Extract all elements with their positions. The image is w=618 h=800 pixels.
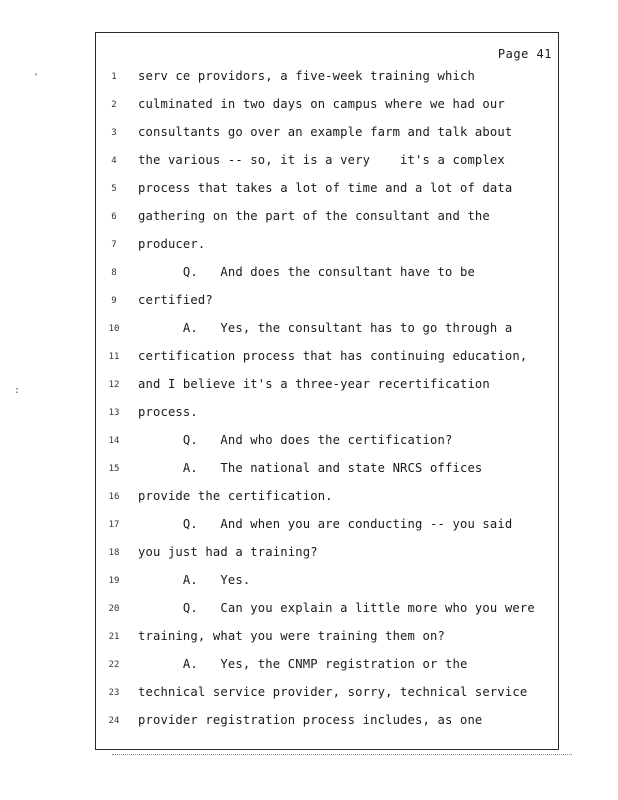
transcript-line xyxy=(96,125,558,143)
line-text: technical service provider, sorry, technical service xyxy=(138,685,528,699)
line-number: 24 xyxy=(108,716,120,726)
transcript-line xyxy=(96,601,558,619)
transcript-line xyxy=(96,433,558,451)
line-number: 20 xyxy=(108,604,120,614)
transcript-line xyxy=(96,713,558,731)
line-number: 1 xyxy=(111,72,117,82)
line-text: the various -- so, it is a very it's a complex xyxy=(138,153,505,167)
line-number: 18 xyxy=(108,548,120,558)
transcript-line xyxy=(96,685,558,703)
line-text: process that takes a lot of time and a lot of data xyxy=(138,181,513,195)
transcript-line xyxy=(96,573,558,591)
line-number: 12 xyxy=(108,380,120,390)
transcript-line xyxy=(96,517,558,535)
line-text: A. Yes. xyxy=(138,573,251,587)
transcript-line xyxy=(96,545,558,563)
line-text: Q. And who does the certification? xyxy=(138,433,453,447)
line-number: 3 xyxy=(111,128,117,138)
bottom-rule xyxy=(112,754,572,755)
margin-mark-top: ' xyxy=(33,72,40,83)
line-number: 9 xyxy=(111,296,117,306)
line-text: consultants go over an example farm and talk about xyxy=(138,125,513,139)
line-text: and I believe it's a three-year recertification xyxy=(138,377,490,391)
line-number: 22 xyxy=(108,660,120,670)
line-number: 23 xyxy=(108,688,120,698)
page-number: Page 41 xyxy=(497,47,552,61)
transcript-line xyxy=(96,293,558,311)
line-number: 7 xyxy=(111,240,117,250)
line-number: 8 xyxy=(111,268,117,278)
transcript-line xyxy=(96,97,558,115)
transcript-line xyxy=(96,181,558,199)
transcript-line xyxy=(96,209,558,227)
line-text: provide the certification. xyxy=(138,489,333,503)
line-number: 10 xyxy=(108,324,120,334)
line-number: 15 xyxy=(108,464,120,474)
line-text: Q. Can you explain a little more who you were xyxy=(138,601,535,615)
line-number: 2 xyxy=(111,100,117,110)
transcript-line xyxy=(96,377,558,395)
line-text: provider registration process includes, as one xyxy=(138,713,483,727)
line-text: A. The national and state NRCS offices xyxy=(138,461,483,475)
transcript-line xyxy=(96,489,558,507)
line-number: 17 xyxy=(108,520,120,530)
line-text: Q. And does the consultant have to be xyxy=(138,265,475,279)
transcript-line xyxy=(96,321,558,339)
line-text: A. Yes, the consultant has to go through a xyxy=(138,321,513,335)
transcript-line xyxy=(96,629,558,647)
line-text: you just had a training? xyxy=(138,545,318,559)
line-text: serv ce providors, a five-week training which xyxy=(138,69,475,83)
line-number: 14 xyxy=(108,436,120,446)
transcript-line xyxy=(96,461,558,479)
transcript-line xyxy=(96,69,558,87)
transcript-line xyxy=(96,265,558,283)
transcript-line xyxy=(96,405,558,423)
line-text: certification process that has continuing education, xyxy=(138,349,528,363)
line-number: 13 xyxy=(108,408,120,418)
transcript-frame xyxy=(95,32,559,750)
line-number: 6 xyxy=(111,212,117,222)
line-number: 11 xyxy=(108,352,120,362)
margin-mark-middle: : xyxy=(14,385,21,396)
transcript-line xyxy=(96,237,558,255)
line-text: producer. xyxy=(138,237,206,251)
line-text: process. xyxy=(138,405,198,419)
line-text: A. Yes, the CNMP registration or the xyxy=(138,657,468,671)
line-number: 16 xyxy=(108,492,120,502)
line-number: 5 xyxy=(111,184,117,194)
line-number: 4 xyxy=(111,156,117,166)
line-number: 21 xyxy=(108,632,120,642)
line-text: gathering on the part of the consultant and the xyxy=(138,209,490,223)
line-text: training, what you were training them on? xyxy=(138,629,445,643)
transcript-line xyxy=(96,657,558,675)
line-text: culminated in two days on campus where we had our xyxy=(138,97,505,111)
transcript-line xyxy=(96,349,558,367)
line-number: 19 xyxy=(108,576,120,586)
line-text: Q. And when you are conducting -- you said xyxy=(138,517,513,531)
transcript-line xyxy=(96,153,558,171)
line-text: certified? xyxy=(138,293,213,307)
